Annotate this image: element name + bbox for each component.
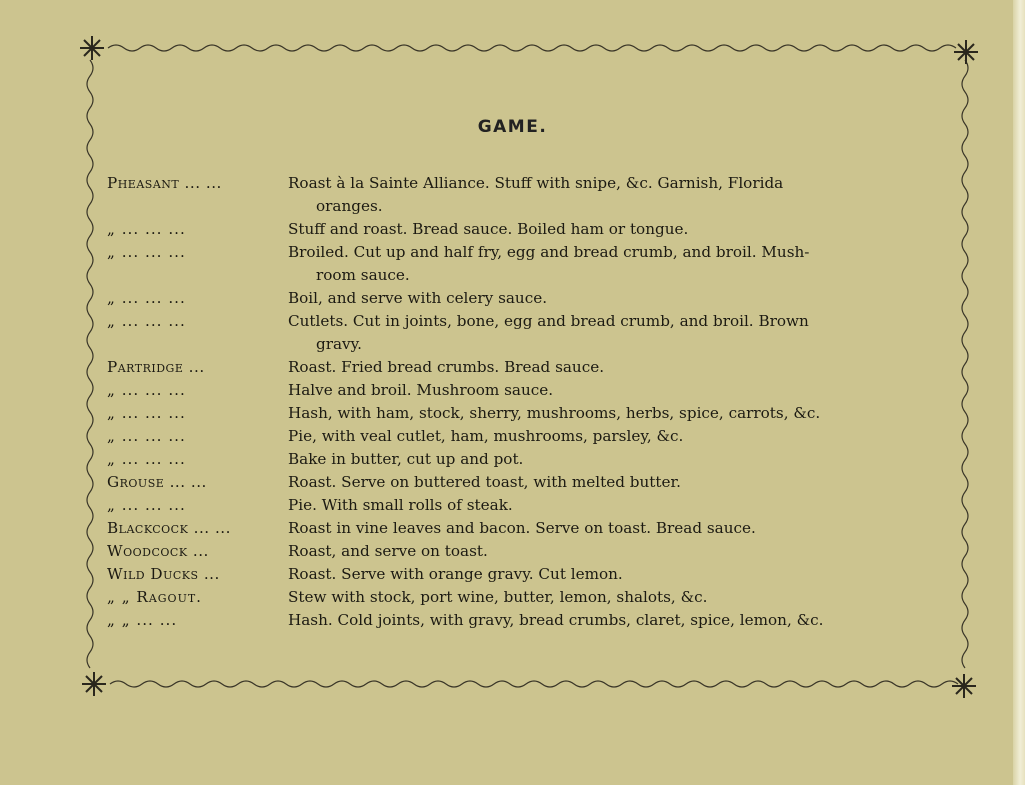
entry-label: „ „ ... ... [107,611,178,629]
entry-label: „ „ Ragout. [107,588,203,606]
entry-description: Roast. Serve with orange gravy. Cut lemon. [288,565,623,583]
entry-label: „ ... ... ... [107,496,186,514]
entry-description: Halve and broil. Mushroom sauce. [288,381,554,399]
entry-description: Stew with stock, port wine, butter, lemon, shalots, &c. [288,588,708,606]
entry-label: „ ... ... ... [107,381,186,399]
entry-description: Roast à la Sainte Alliance. Stuff with snipe, &c. Garnish, Florida [288,174,784,192]
page-title: GAME. [477,117,548,137]
entry-description: Boil, and serve with celery sauce. [288,289,548,307]
entry-description: Roast. Serve on buttered toast, with melted butter. [288,473,681,491]
entry-description-continued: gravy. [316,335,363,353]
entry-label: Partridge ... [107,358,205,376]
entry-description: Roast in vine leaves and bacon. Serve on toast. Bread sauce. [288,519,756,537]
entry-label: „ ... ... ... [107,243,186,261]
entry-label: Pheasant ... ... [107,174,222,192]
entry-label: „ ... ... ... [107,289,186,307]
entry-label: Wild Ducks ... [107,565,220,583]
entry-label: Blackcock ... ... [107,519,231,537]
entry-description: Hash, with ham, stock, sherry, mushrooms, herbs, spice, carrots, &c. [288,404,821,422]
entry-description: Bake in butter, cut up and pot. [288,450,524,468]
entry-description: Broiled. Cut up and half fry, egg and bread crumb, and broil. Mush- [288,243,810,261]
entry-label: „ ... ... ... [107,427,186,445]
entry-label: „ ... ... ... [107,450,186,468]
entry-description-continued: room sauce. [316,266,410,284]
entry-label: „ ... ... ... [107,404,186,422]
entry-description-continued: oranges. [316,197,383,215]
entry-description: Pie, with veal cutlet, ham, mushrooms, parsley, &c. [288,427,684,445]
entry-label: „ ... ... ... [107,220,186,238]
entry-label: Woodcock ... [107,542,209,560]
entry-description: Roast, and serve on toast. [288,542,488,560]
entry-label: Grouse ... ... [107,473,207,491]
entry-description: Roast. Fried bread crumbs. Bread sauce. [288,358,605,376]
entry-label: „ ... ... ... [107,312,186,330]
entry-description: Cutlets. Cut in joints, bone, egg and bread crumb, and broil. Brown [288,312,809,330]
entry-description: Stuff and roast. Bread sauce. Boiled ham or tongue. [288,220,689,238]
entry-description: Hash. Cold joints, with gravy, bread crumbs, claret, spice, lemon, &c. [288,611,824,629]
entry-description: Pie. With small rolls of steak. [288,496,513,514]
